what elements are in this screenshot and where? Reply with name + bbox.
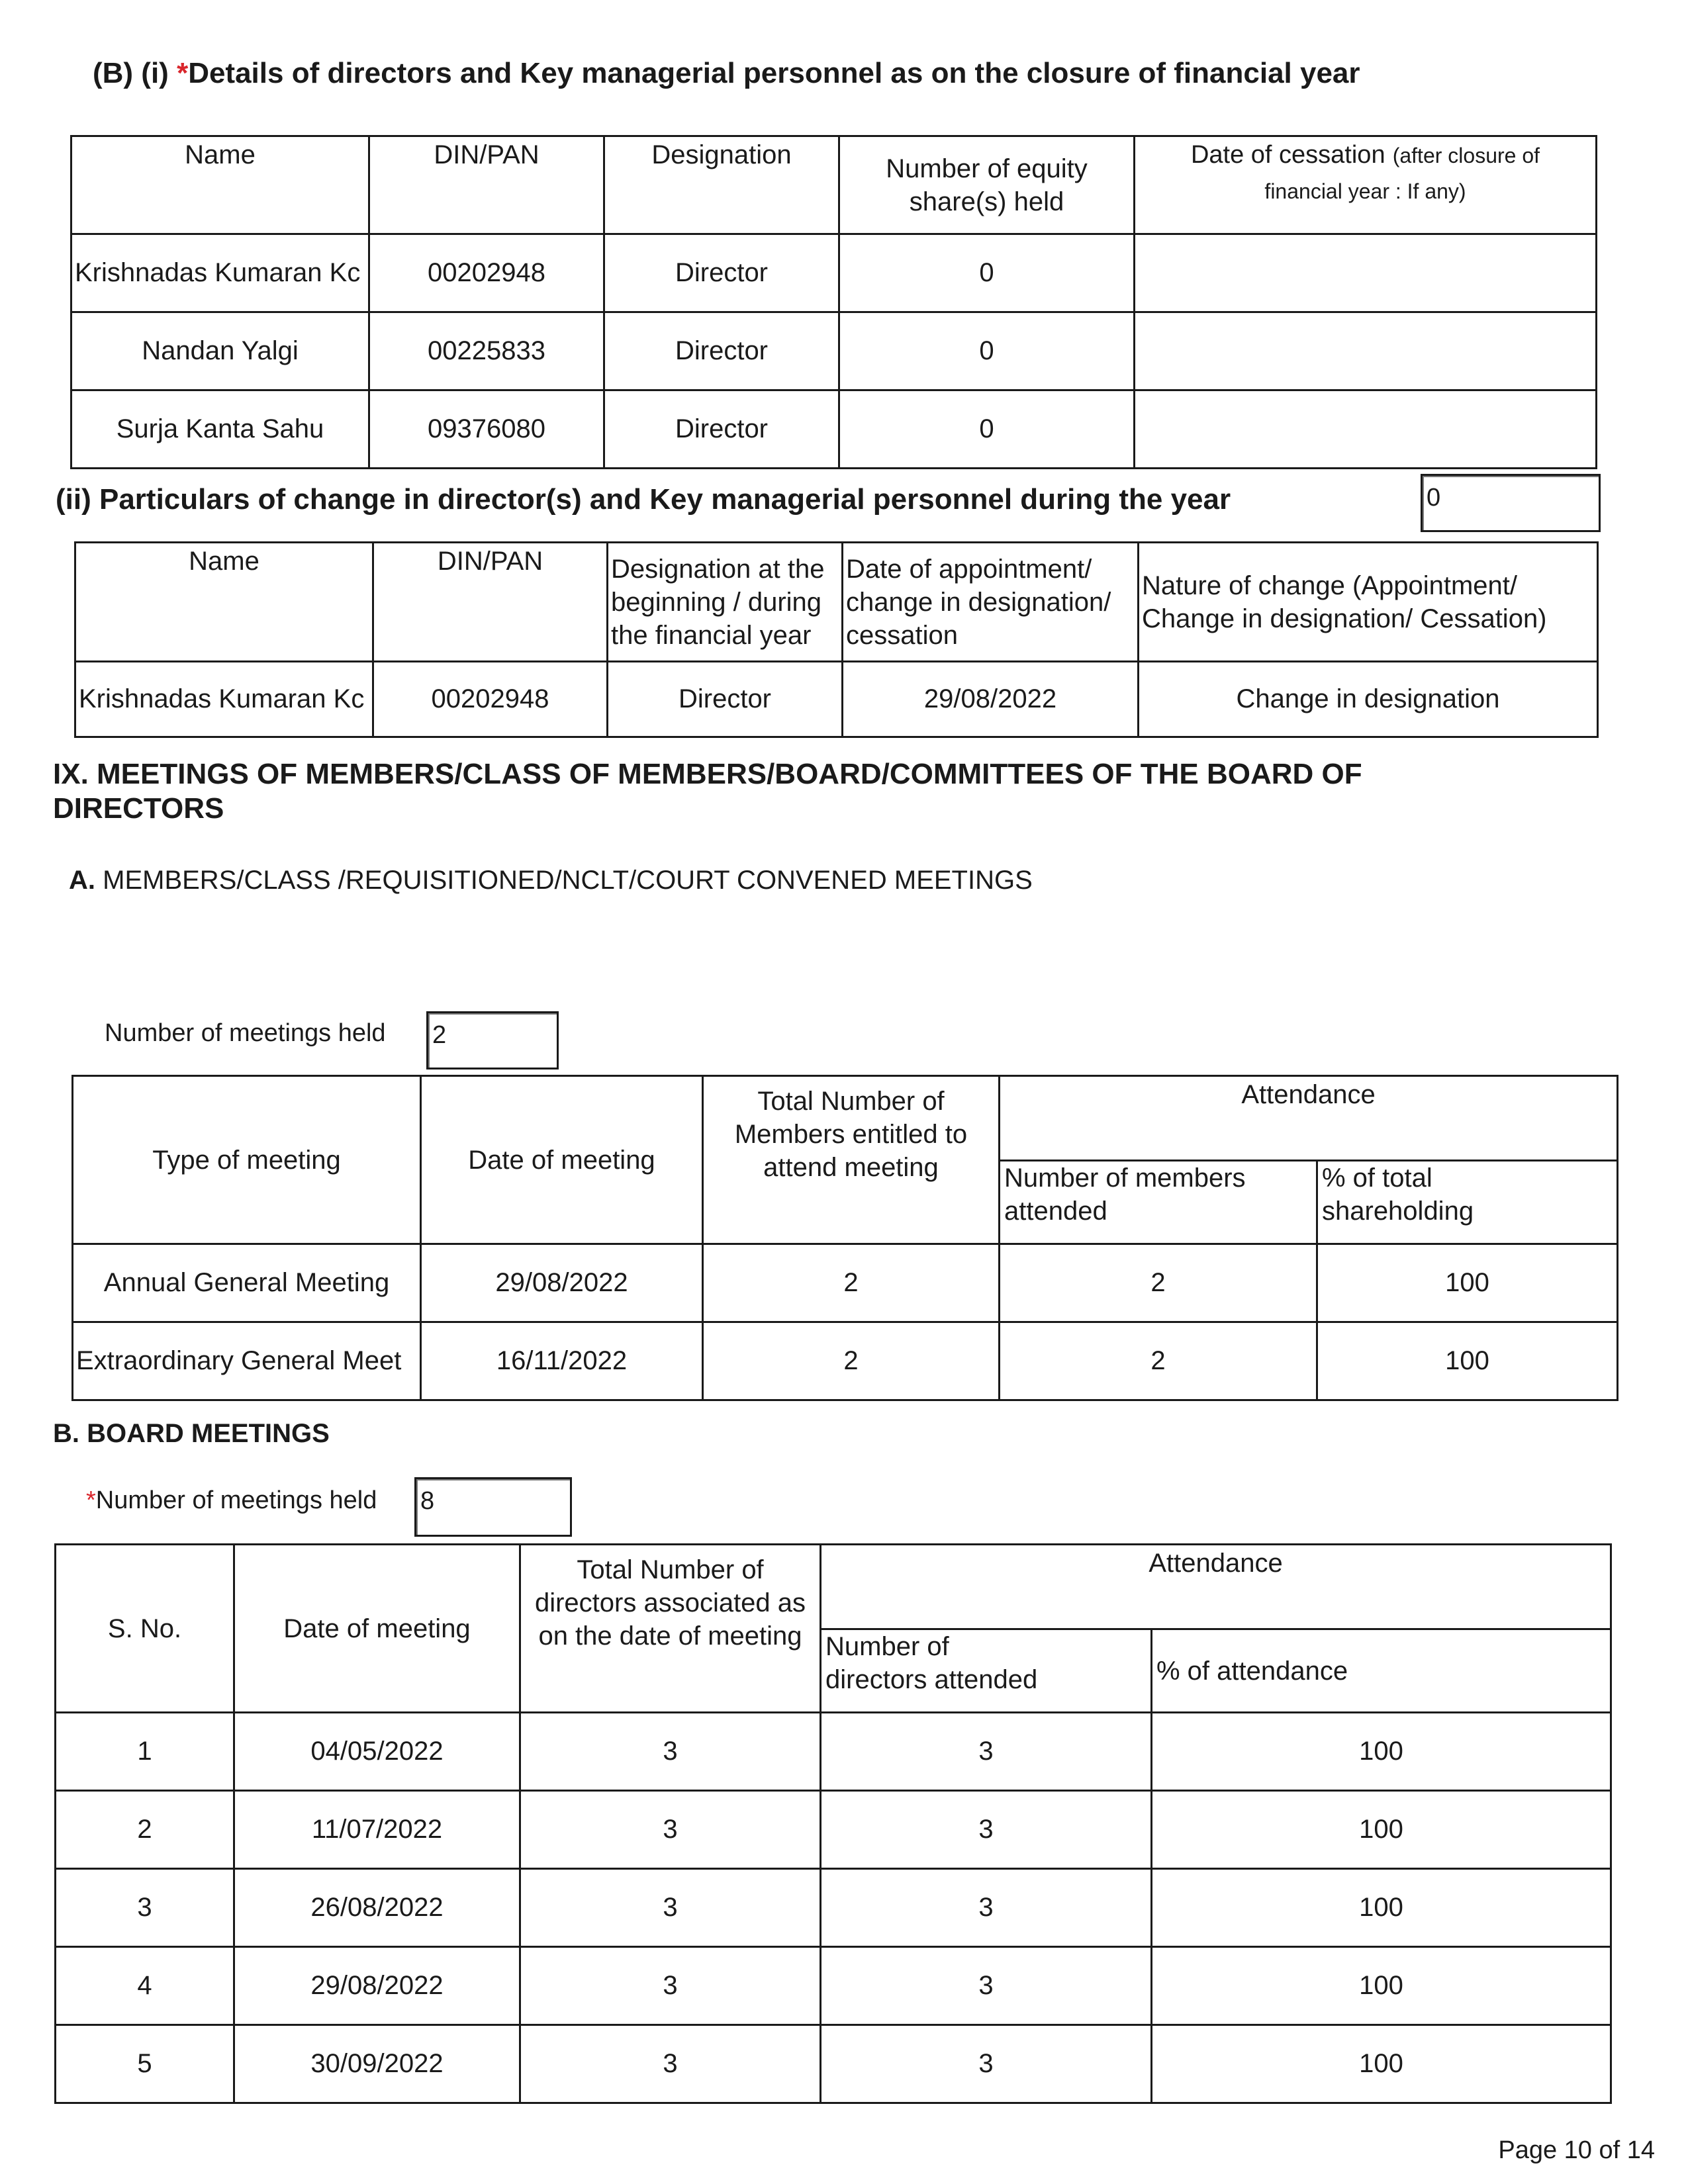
col-type: Type of meeting: [73, 1076, 421, 1244]
col-attendance: Attendance: [821, 1545, 1611, 1629]
board-date: 26/08/2022: [234, 1869, 520, 1947]
board-meetings-count-field[interactable]: 8: [414, 1477, 572, 1537]
board-sno: 4: [56, 1947, 234, 2025]
meeting-pct: 100: [1317, 1322, 1618, 1400]
director-shares: 0: [839, 312, 1135, 390]
board-meetings-label-text: Number of meetings held: [95, 1486, 377, 1514]
board-pct: 100: [1152, 1713, 1611, 1791]
meeting-type: Extraordinary General Meet: [73, 1322, 421, 1400]
col-total: Total Number of directors associated as on the date of meeting: [520, 1545, 821, 1713]
change-designation: Director: [608, 662, 843, 737]
section-a-title: MEMBERS/CLASS /REQUISITIONED/NCLT/COURT CONVENED MEETINGS: [103, 866, 1033, 895]
section-b1-heading: [93, 57, 1360, 90]
director-designation: Director: [604, 234, 839, 312]
table-row: [56, 1791, 1611, 1869]
board-meetings-label: [86, 1486, 377, 1515]
director-din: 00225833: [369, 312, 604, 390]
table-row: [71, 390, 1597, 469]
board-attended: 3: [821, 1869, 1152, 1947]
section-a-heading: [69, 866, 1033, 895]
board-date: 04/05/2022: [234, 1713, 520, 1791]
table-row: [73, 1244, 1618, 1322]
col-name: Name: [71, 136, 369, 234]
table-row: [75, 662, 1598, 737]
directors-header-row: [71, 136, 1597, 234]
col-cessation-note: (after closure of financial year : If any): [1264, 144, 1540, 203]
col-attended: Number of members attended: [1000, 1161, 1317, 1244]
director-designation: Director: [604, 312, 839, 390]
section-a-letter: A.: [69, 866, 95, 895]
col-attended: Number of directors attended: [821, 1629, 1152, 1713]
col-total: Total Number of Members entitled to attend meeting: [703, 1076, 1000, 1244]
director-name: Nandan Yalgi: [71, 312, 369, 390]
board-attended: 3: [821, 1713, 1152, 1791]
director-din: 00202948: [369, 234, 604, 312]
board-total: 3: [520, 1791, 821, 1869]
change-header-row: [75, 543, 1598, 662]
board-attended: 3: [821, 1791, 1152, 1869]
col-din: DIN/PAN: [369, 136, 604, 234]
board-pct: 100: [1152, 1947, 1611, 2025]
col-sno: S. No.: [56, 1545, 234, 1713]
board-sno: 3: [56, 1869, 234, 1947]
table-row: [56, 1869, 1611, 1947]
director-cessation: [1135, 390, 1597, 469]
board-date: 11/07/2022: [234, 1791, 520, 1869]
board-sno: 1: [56, 1713, 234, 1791]
col-pct: % of total shareholding: [1317, 1161, 1618, 1244]
change-nature: Change in designation: [1139, 662, 1598, 737]
table-row: [71, 312, 1597, 390]
col-designation: Designation at the beginning / during the financial year: [608, 543, 843, 662]
meeting-total: 2: [703, 1322, 1000, 1400]
meeting-attended: 2: [1000, 1322, 1317, 1400]
col-designation: Designation: [604, 136, 839, 234]
col-nature: Nature of change (Appointment/ Change in designation/ Cessation): [1139, 543, 1598, 662]
change-date: 29/08/2022: [843, 662, 1139, 737]
col-attendance: Attendance: [1000, 1076, 1618, 1161]
meeting-date: 16/11/2022: [421, 1322, 703, 1400]
change-count-field[interactable]: 0: [1421, 474, 1601, 532]
board-total: 3: [520, 1947, 821, 2025]
board-attended: 3: [821, 2025, 1152, 2103]
director-cessation: [1135, 234, 1597, 312]
director-din: 09376080: [369, 390, 604, 469]
col-date: Date of appointment/ change in designation/ cessation: [843, 543, 1139, 662]
board-date: 29/08/2022: [234, 1947, 520, 2025]
required-star: *: [86, 1486, 96, 1514]
col-name: Name: [75, 543, 373, 662]
meeting-date: 29/08/2022: [421, 1244, 703, 1322]
board-total: 3: [520, 1869, 821, 1947]
section-b2-title: (ii) Particulars of change in director(s) and Key managerial personnel during the year: [56, 483, 1231, 516]
members-meetings-count-field[interactable]: 2: [426, 1011, 559, 1069]
director-name: Krishnadas Kumaran Kc: [71, 234, 369, 312]
board-date: 30/09/2022: [234, 2025, 520, 2103]
board-header-row-1: [56, 1545, 1611, 1629]
board-pct: 100: [1152, 1869, 1611, 1947]
meeting-total: 2: [703, 1244, 1000, 1322]
meeting-attended: 2: [1000, 1244, 1317, 1322]
col-din: DIN/PAN: [373, 543, 608, 662]
director-shares: 0: [839, 390, 1135, 469]
table-row: [73, 1322, 1618, 1400]
director-cessation: [1135, 312, 1597, 390]
members-meetings-table: [71, 1075, 1618, 1401]
col-pct: % of attendance: [1152, 1629, 1611, 1713]
board-pct: 100: [1152, 1791, 1611, 1869]
col-date: Date of meeting: [234, 1545, 520, 1713]
required-star: *: [177, 57, 189, 89]
board-pct: 100: [1152, 2025, 1611, 2103]
board-total: 3: [520, 1713, 821, 1791]
members-header-row-1: [73, 1076, 1618, 1161]
directors-table: [70, 135, 1597, 469]
director-shares: 0: [839, 234, 1135, 312]
director-designation: Director: [604, 390, 839, 469]
col-shares: Number of equity share(s) held: [839, 136, 1135, 234]
board-total: 3: [520, 2025, 821, 2103]
board-sno: 2: [56, 1791, 234, 1869]
table-row: [56, 2025, 1611, 2103]
section-b1-title: Details of directors and Key managerial personnel as on the closure of financial year: [188, 57, 1360, 89]
board-attended: 3: [821, 1947, 1152, 2025]
col-cessation-main: Date of cessation: [1190, 141, 1385, 169]
table-row: [71, 234, 1597, 312]
meeting-type: Annual General Meeting: [73, 1244, 421, 1322]
change-table: [74, 541, 1599, 738]
members-meetings-label: Number of meetings held: [105, 1019, 386, 1047]
page-number: Page 10 of 14: [1498, 2136, 1655, 2164]
section-ix-heading: IX. MEETINGS OF MEMBERS/CLASS OF MEMBERS/BOARD/COMMITTEES OF THE BOARD OF DIRECTORS: [53, 758, 1362, 825]
col-cessation: [1135, 136, 1597, 234]
board-meetings-heading: B. BOARD MEETINGS: [53, 1419, 330, 1448]
col-date: Date of meeting: [421, 1076, 703, 1244]
section-b1-prefix: (B) (i): [93, 57, 177, 89]
change-din: 00202948: [373, 662, 608, 737]
board-sno: 5: [56, 2025, 234, 2103]
table-row: [56, 1947, 1611, 2025]
board-meetings-table: [54, 1543, 1612, 2104]
meeting-pct: 100: [1317, 1244, 1618, 1322]
director-name: Surja Kanta Sahu: [71, 390, 369, 469]
table-row: [56, 1713, 1611, 1791]
change-name: Krishnadas Kumaran Kc: [75, 662, 373, 737]
